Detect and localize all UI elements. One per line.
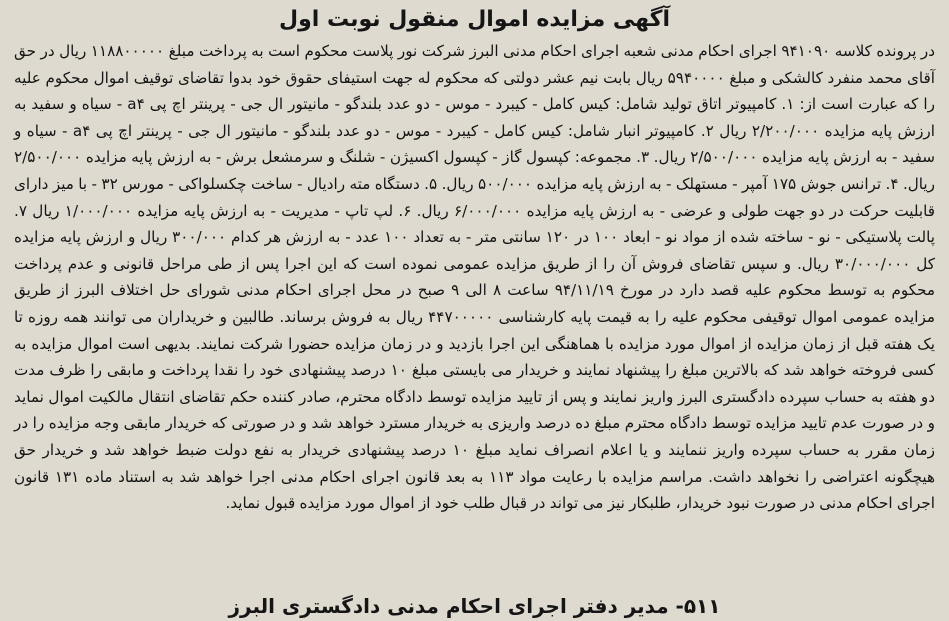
notice-title: آگهی مزایده اموال منقول نوبت اول <box>278 7 671 32</box>
notice-signature: ۵۱۱- مدیر دفتر اجرای احکام مدنی دادگستری البرز <box>228 594 721 618</box>
notice-body: در پرونده کلاسه ۹۴۱۰۹۰ اجرای احکام مدنی شعبه اجرای احکام مدنی البرز شرکت نور پلاست محکوم است به پرداخت مبلغ ۱۱۸۸۰۰۰۰۰ ریال در حق آقای محمد منفرد کالشکی و مبلغ ۵۹۴۰۰۰۰ ریال بابت نیم عشر دولتی که محکوم له جهت استیفای حقوق خود بدوا تقاضای توقیف اموال محکوم علیه را که عبارت است از: ۱. کامپیوتر اتاق تولید شامل: کیس کامل - کیبرد - موس - دو عدد بلندگو - مانیتور ال جی - پرینتر اچ پی a۴ - سیاه و سفید به ارزش پایه مزایده ۲/۲۰۰/۰۰۰ ریال ۲. کامپیوتر انبار شامل: کیس کامل - کیبرد - موس - دو عدد بلندگو - مانیتور ال جی - پرینتر اچ پی a۴ - سیاه و سفید - به ارزش پایه مزایده ۲/۵۰۰/۰۰۰ ریال. ۳. مجموعه: کپسول گاز - کپسول اکسیژن - شلنگ و سرمشعل برش - به ارزش پایه مزایده ۲/۵۰۰/۰۰۰ ریال. ۴. ترانس جوش ۱۷۵ آمپر - مستهلک - به ارزش پایه مزایده ۵۰۰/۰۰۰ ریال. ۵. دستگاه مته رادیال - ساخت چکسلواکی - مورس ۳۲ - با میز دارای قابلیت حرکت در دو جهت طولی و عرضی - به ارزش پایه مزایده ۶/۰۰۰/۰۰۰ ریال. ۶. لپ تاپ - مدیریت - به ارزش پایه مزایده ۱/۰۰۰/۰۰۰ ریال ۷. پالت پلاستیکی - نو - ساخته شده از مواد نو - ابعاد ۱۰۰ در ۱۲۰ سانتی متر - به تعداد ۱۰۰ عدد - به ارزش هر کدام ۳۰۰/۰۰۰ ریال و ارزش پایه مزایده کل ۳۰/۰۰۰/۰۰۰ ریال. و سپس تقاضای فروش آن را از طریق مزایده عمومی نموده است که این اجرا پس از طی مراحل قانونی و عدم پرداخت محکوم به توسط محکوم علیه قصد دارد در مورخ ۹۴/۱۱/۱۹ ساعت ۸ الی ۹ صبح در محل اجرای احکام مدنی شورای حل اختلاف البرز از طریق مزایده عمومی اموال توقیفی محکوم علیه را به قیمت پایه کارشناسی ۴۴۷۰۰۰۰۰ ریال به فروش برساند. طالبین و خریداران می توانند همه روزه تا یک هفته قبل از زمان مزایده از اموال مورد مزایده با هماهنگی این اجرا بازدید و در زمان مزایده حضورا شرکت نمایند. بدیهی است اموال مزایده به کسی فروخته خواهد شد که بالاترین مبلغ را پیشنهاد نمایند و خریدار می بایستی مبلغ ۱۰ درصد پیشنهادی خود را نقدا پرداخت و مابقی را ظرف مدت دو هفته به حساب سپرده دادگستری البرز واریز نمایند و پس از تایید مزایده توسط دادگاه محترم، صادر کننده حکم تقاضای انتقال مالکیت اموال نماید و در صورت عدم تایید مزایده توسط دادگاه محترم مبلغ ده درصد واریزی به خریدار مسترد خواهد شد و در صورتی که خریدار مابقی وجه مزایده را در زمان مقرر به حساب سپرده واریز ننمایند و یا اعلام انصراف نماید مبلغ ۱۰ درصد پیشنهادی خریدار به نفع دولت ضبط خواهد شد و خریدار حق هیچگونه اعتراضی را نخواهد داشت. مراسم مزایده با رعایت مواد ۱۱۳ به بعد قانون اجرای احکام مدنی اجرا خواهد شد به استناد ماده ۱۳۱ قانون اجرای احکام مدنی در صورت نبود خریدار، طلبکار نیز می تواند در قبال طلب خود از اموال مورد مزایده قبول نماید. <box>14 42 936 513</box>
